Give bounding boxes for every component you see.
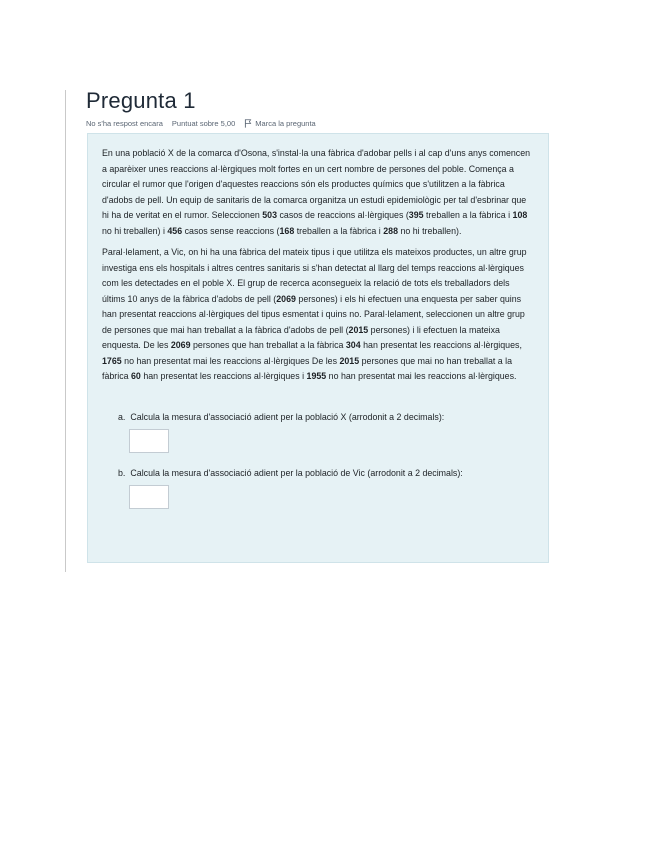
bold-number: 456: [167, 225, 183, 236]
bold-number: 395: [408, 210, 424, 220]
bold-number: 1955: [306, 371, 327, 381]
subquestion-b-letter: b.: [118, 467, 126, 478]
answer-a-input[interactable]: [129, 429, 169, 453]
bold-number: 1765: [102, 355, 122, 366]
question-points: Puntuat sobre 5,00: [171, 119, 236, 128]
bold-number: 304: [345, 340, 361, 350]
question-status: No s'ha respost encara: [86, 119, 163, 128]
subquestion-b-text: Calcula la mesura d'associació adient per la població de Vic (arrodonit a 2 decimals):: [130, 467, 463, 478]
question-text-box: [87, 133, 549, 563]
bold-number: 2069: [170, 340, 191, 350]
subquestions-list: [102, 411, 534, 509]
question-header: [86, 88, 556, 128]
subquestion-a: [118, 411, 534, 453]
flag-question-label: Marca la pregunta: [255, 119, 316, 128]
answer-b-input[interactable]: [129, 485, 169, 509]
paragraph-2: Paral·lelament, a Vic, on hi ha una fàbrica del mateix tipus i que utilitza els mateixos productes, un altre grup investiga ens els hospitals i altres centres sanitaris si s'han detectat al llarg del temps reaccions al·lèrgiques com les detectades en el poble X. El grup de recerca aconsegueix la relació de tots els treballadors dels últims 10 anys de la fàbrica d'adobs de pell (2069 persones) i els hi efectuen una enquesta per saber quins han presentat reaccions al·lèrgiques del tipus esmentat i quins no. Paral·lelament, seleccionen un altre grup de persones que mai han treballat a la fàbrica d'adobs de pell (2015 persones) i li efectuen la mateixa enquesta. De les 2069 persones que han treballat a la fàbrica 304 han presentat les reaccions al·lèrgiques, 1765 no han presentat mai les reaccions al·lèrgiques De les 2015 persones que mai no han treballat a la fàbrica 60 han presentat les reaccions al·lèrgiques i 1955 no han presentat mai les reaccions al·lèrgiques.: [102, 247, 527, 381]
bold-number: 2015: [339, 355, 360, 366]
bold-number: 60: [131, 371, 141, 381]
bold-number: 168: [279, 225, 295, 236]
bold-number: 2069: [276, 293, 296, 304]
paragraph-1: En una població X de la comarca d'Osona, s'instal·la una fàbrica d'adobar pells i al cap d'uns anys comencen a aparèixer unes reaccions al·lèrgiques molt fortes en un cert nombre de persones del poble. Comença a circular el rumor que l'origen d'aquestes reaccions són els productes químics que s'utilitzen a la fàbrica d'adobs de pell. Un equip de sanitaris de la comarca organitza un estudi epidemiològic per tal d'esbrinar que hi ha de veritat en el rumor. Seleccionen 503 casos de reaccions al·lèrgiques (395 treballen a la fàbrica i 108 no hi treballen) i 456 casos sense reaccions (168 treballen a la fàbrica i 288 no hi treballen).: [102, 148, 531, 236]
subquestion-b: [118, 467, 534, 509]
subquestion-a-letter: a.: [118, 411, 126, 422]
bold-number: 288: [383, 225, 398, 236]
subquestion-a-text: Calcula la mesura d'associació adient per la població X (arrodonit a 2 decimals):: [130, 411, 445, 422]
bold-number: 2015: [348, 324, 369, 335]
flag-question-link[interactable]: [244, 119, 315, 128]
bold-number: 503: [262, 210, 278, 220]
question-title: Pregunta 1: [86, 88, 196, 113]
bold-number: 108: [512, 210, 528, 220]
left-divider: [65, 90, 66, 572]
question-info: [86, 119, 556, 128]
flag-icon: [244, 119, 252, 128]
